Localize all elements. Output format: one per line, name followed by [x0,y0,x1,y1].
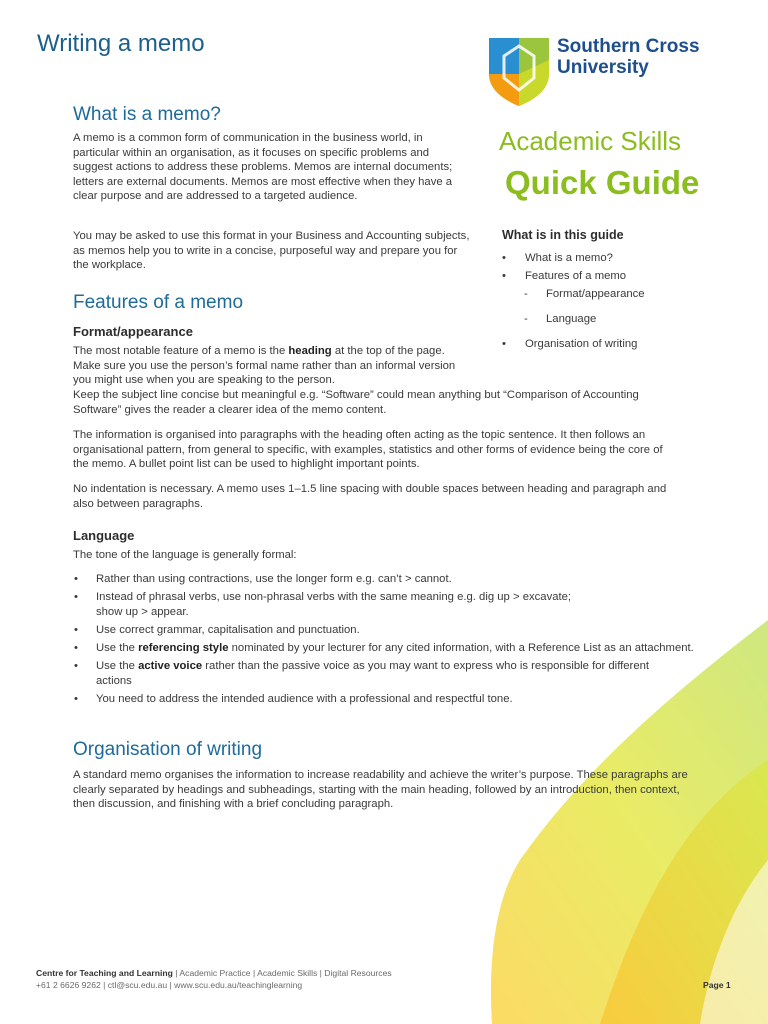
list-item: • Rather than using contractions, use the longer form e.g. can’t > cannot. [74,572,704,587]
page-title: Writing a memo [37,30,205,57]
section-heading-features: Features of a memo [73,292,244,313]
section-heading-organisation: Organisation of writing [73,739,263,760]
format-paragraph-3: No indentation is necessary. A memo uses 1–1.5 line spacing with double spaces between heading and paragraph and also between paragraphs. [73,483,667,510]
series-title: Academic Skills [499,126,682,156]
language-bullet-list [74,572,704,710]
page-number: Page 1 [703,980,731,990]
list-item: • Instead of phrasal verbs, use non-phrasal verbs with the same meaning e.g. dig up > excavate; show up > appear. [74,590,704,619]
subheading-language: Language [73,528,135,543]
list-item: • Use correct grammar, capitalisation and punctuation. [74,623,704,638]
format-paragraph-1: The most notable feature of a memo is the heading at the top of the page. Make sure you use the person’s formal name rather than an informal version you might use when you are speaking to the person. [73,345,456,387]
logo-wordmark [557,36,700,78]
section-heading-what-is-a-memo: What is a memo? [73,104,221,125]
series-subtitle: Quick Guide [505,164,700,201]
format-paragraph-2: The information is organised into paragraphs with the heading often acting as the topic sentence. It then follows an organisational pattern, from general to specific, with examples, statistics and other forms of evidence being the core of the memo. A bullet point list can be used to highlight important points. [73,429,663,471]
language-intro: The tone of the language is generally formal: [73,549,297,561]
footer-contact[interactable]: +61 2 6626 9262 | ctl@scu.edu.au | www.scu.edu.au/teachinglearning [36,980,303,990]
list-item: • Use the active voice rather than the passive voice as you may want to express who is responsible for different actions [74,659,656,688]
footer-line-1 [36,968,392,978]
logo-line-1: Southern Cross [557,36,700,57]
format-paragraph-1-continued: Keep the subject line concise but meaningful e.g. “Software” could mean anything but “Comparison of Accounting Software” gives the reader a clearer idea of the memo content. [73,389,639,416]
footer-org: Centre for Teaching and Learning [36,968,173,978]
what-paragraph-2: You may be asked to use this format in your Business and Accounting subjects, as memos help you to write in a concise, purposeful way and prepare you for the workplace. [73,230,470,272]
subheading-format: Format/appearance [73,324,193,339]
guide-contents-heading: What is in this guide [502,228,624,242]
what-paragraph-1: A memo is a common form of communication in the business world, in particular within an organisation, as it focuses on specific problems and suggest actions to address these problems. Memos are internal documents; letters are external documents. Memos are most effective when they have a clear purpose and are addressed to a targeted audience. [73,132,453,203]
scu-logo-icon [486,34,552,108]
list-item: • You need to address the intended audience with a professional and respectful tone. [74,692,704,707]
footer-links[interactable]: | Academic Practice | Academic Skills | Digital Resources [172,968,392,978]
list-item: • Use the referencing style nominated by your lecturer for any cited information, with a Reference List as an attachment. [74,641,704,656]
organisation-paragraph: A standard memo organises the information to increase readability and achieve the writer’s purpose. These paragraphs are clearly separated by headings and subheadings, starting with the main heading, followed by an introduction, then context, then discussion, and finishing with a brief concluding paragraph. [73,769,688,811]
logo-line-2: University [557,57,649,78]
